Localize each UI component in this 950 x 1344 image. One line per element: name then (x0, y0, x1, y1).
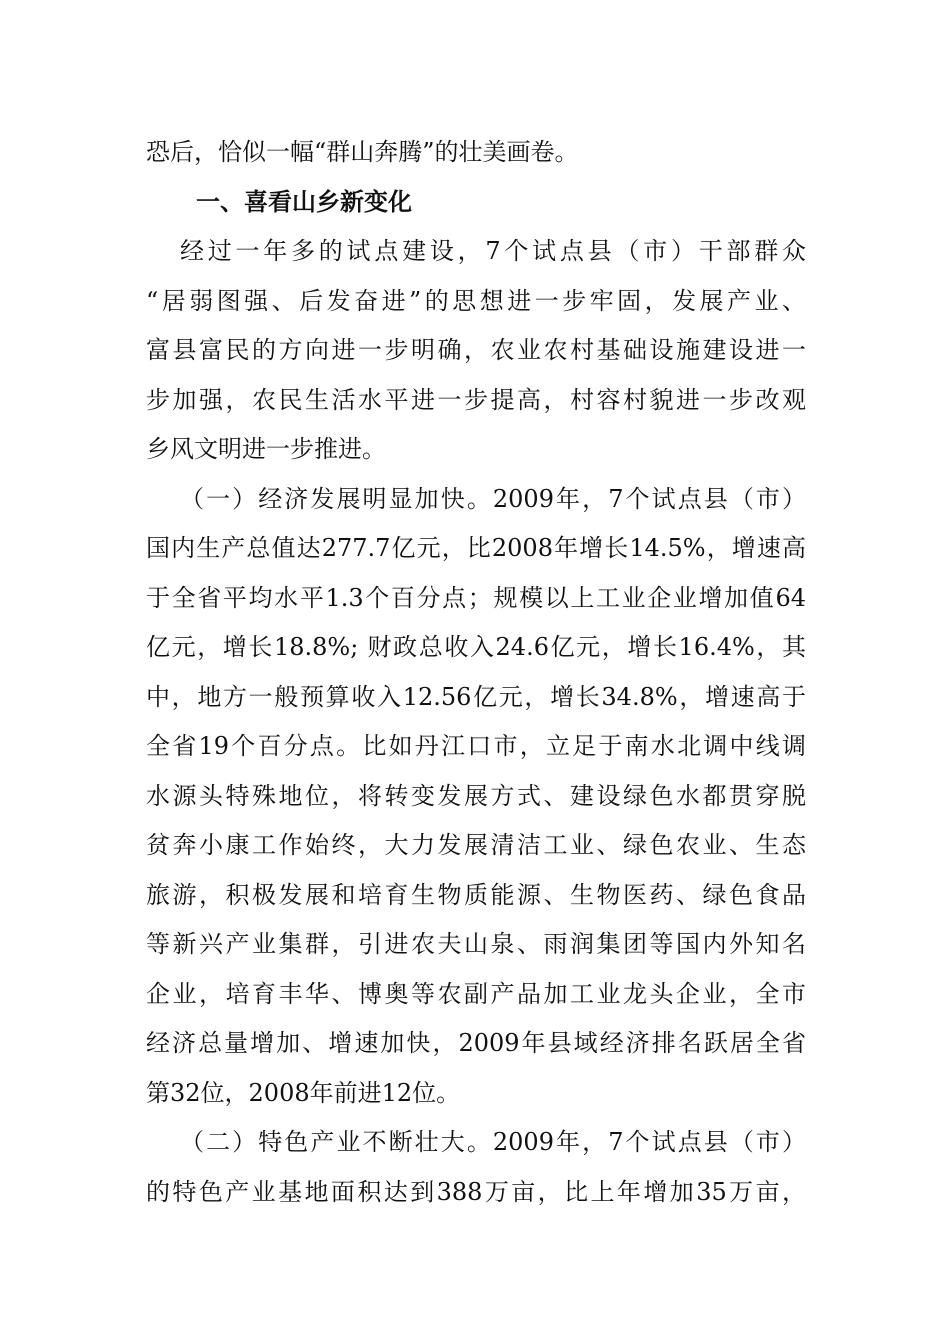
text-line: 恐后，恰似一幅“群山奔腾”的壮美画卷。 (146, 138, 579, 166)
text-line: 富县富民的方向进一步明确，农业农村基础设施建设进一 (146, 336, 806, 364)
text-line: 的特色产业基地面积达到388万亩，比上年增加35万亩， (146, 1177, 806, 1206)
text-line: 于全省平均水平1.3个百分点；规模以上工业企业增加值64 (146, 583, 806, 612)
text-line: 乡风文明进一步推进。 (146, 435, 386, 463)
text-line: 等新兴产业集群，引进农夫山泉、雨润集团等国内外知名 (146, 930, 806, 958)
text-line: 旅游，积极发展和培育生物质能源、生物医药、绿色食品 (146, 880, 806, 909)
text-line: 贫奔小康工作始终，大力发展清洁工业、绿色农业、生态 (146, 831, 806, 859)
text-line: 企业，培育丰华、博奥等农副产品加工业龙头企业，全市 (146, 979, 806, 1008)
text-line: “居弱图强、后发奋进”的思想进一步牢固，发展产业、 (146, 286, 806, 315)
document-body (146, 128, 806, 1217)
text-line: 亿元，增长18.8%; 财政总收入24.6亿元，增长16.4%，其 (146, 633, 806, 661)
text-line: 经过一年多的试点建设，7个试点县（市）干部群众 (180, 237, 806, 265)
text-line: 步加强，农民生活水平进一步提高，村容村貌进一步改观 (146, 385, 806, 414)
text-line: 全省19个百分点。比如丹江口市，立足于南水北调中线调 (146, 732, 806, 760)
text-line: 中，地方一般预算收入12.56亿元，增长34.8%，增速高于 (146, 682, 806, 711)
text-line: 水源头特殊地位，将转变发展方式、建设绿色水都贯穿脱 (146, 781, 806, 810)
text-line: 第32位，2008年前进12位。 (146, 1078, 461, 1107)
subsection-line: （二）特色产业不断壮大。2009年，7个试点县（市） (180, 1128, 806, 1156)
subsection-line: （一）经济发展明显加快。2009年，7个试点县（市） (180, 484, 806, 513)
text-line: 国内生产总值达277.7亿元，比2008年增长14.5%，增速高 (146, 534, 806, 562)
section-heading: 一、喜看山乡新变化 (196, 187, 412, 216)
text-line: 经济总量增加、增速加快，2009年县域经济排名跃居全省 (146, 1029, 806, 1057)
